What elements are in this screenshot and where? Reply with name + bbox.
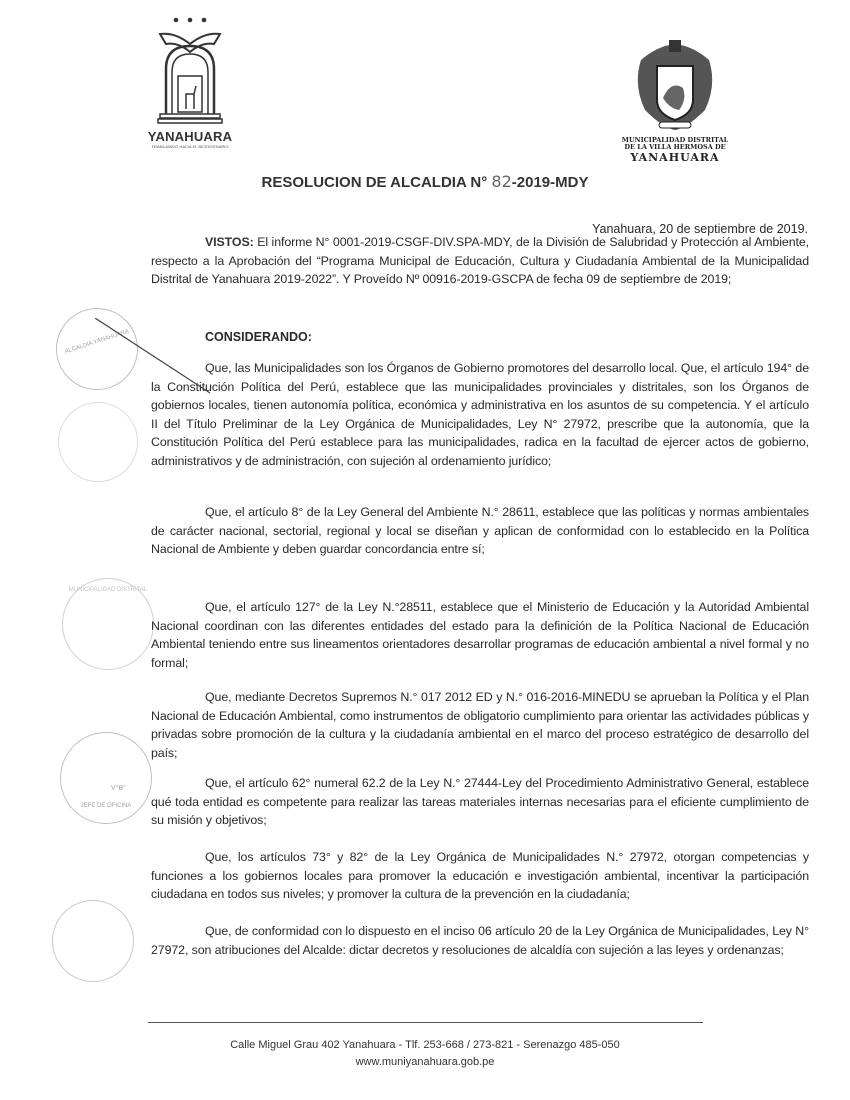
paragraph-4 (151, 688, 809, 762)
document-date: Yanahuara, 20 de septiembre de 2019. (592, 222, 808, 236)
paragraph-text: Que, el artículo 62° numeral 62.2 de la Ley N.° 27444-Ley del Procedimiento Administrativo General, establece qué toda entidad es competente para realizar las tareas materiales internas necesarias para el eficiente cumplimiento de su misión y objetivos; (151, 776, 809, 828)
municipal-stamp (62, 578, 154, 670)
paragraph-2 (151, 503, 809, 559)
stamp-text: MUNICIPALIDAD DISTRITAL (68, 587, 148, 593)
faint-seal-stamp (58, 402, 138, 482)
footer-divider (148, 1022, 703, 1023)
jefe-oficina-stamp (60, 732, 152, 824)
paragraph-6 (151, 848, 809, 904)
considerando-heading: CONSIDERANDO: (205, 330, 312, 344)
paragraph-5 (151, 774, 809, 830)
footer-address: Calle Miguel Grau 402 Yanahuara - Tlf. 253-668 / 273-821 - Serenazgo 485-050 (230, 1039, 620, 1051)
footer-website[interactable]: www.muniyanahuara.gob.pe (355, 1056, 495, 1068)
yanahuara-logo (140, 14, 240, 149)
logo-line-2: DE LA VILLA HERMOSA DE (624, 143, 726, 151)
paragraph-text: Que, de conformidad con lo dispuesto en el inciso 06 artículo 20 de la Ley Orgánica de Municipalidades, Ley N° 27972, son atribuciones del Alcalde: dictar decretos y resoluciones de alcaldía con sujeción a las leyes y ordenanzas; (151, 924, 809, 957)
signature-stamp (52, 900, 134, 982)
paragraph-text: Que, las Municipalidades son los Órganos de Gobierno promotores del desarrollo local. Que, el artículo 194° de la Constitución Política del Perú, establece que las municipalidades provinciales y distritales, son los Órganos de gobiernos locales, tienen autonomía política, económica y administrativa en los asuntos de su competencia. Y el artículo II del Título Preliminar de la Ley Orgánica de Municipalidades, Ley N° 27972, prescribe que la autonomía, que la Constitución Política del Perú establece para las municipalidades, radica en la facultad de ejercer actos de gobierno, administrativos y de administración, con sujeción al ordenamiento jurídico; (151, 361, 809, 468)
stamp-initials: V°B° (111, 785, 126, 792)
paragraph-text: Que, mediante Decretos Supremos N.° 017 2012 ED y N.° 016-2016-MINEDU se aprueban la Política y el Plan Nacional de Educación Ambiental, como instrumentos de obligatorio cumplimiento para orientar las actividades públicas y privadas sobre promoción de la cultura y la ciudadanía ambiental en el marco del proceso estratégico de desarrollo del país; (151, 690, 809, 760)
coat-of-arms-icon (633, 40, 717, 132)
logo-tagline: TRABAJANDO HACIA EL BICENTENARIO (151, 144, 229, 149)
vistos-text: El informe N° 0001-2019-CSGF-DIV.SPA-MDY, de la División de Salubridad y Protección al Ambiente, respecto a la Aprobación del “Programa Municipal de Educación, Cultura y Ciudadanía Ambiental de la Municipalidad Distrital de Yanahuara 2019-2022”. Y Proveído Nº 00916-2019-GSCPA de fecha 09 de septiembre de 2019; (151, 235, 809, 287)
arch-emblem-icon (150, 14, 230, 124)
title-suffix: -2019-MDY (511, 174, 589, 191)
logo-line-1: MUNICIPALIDAD DISTRITAL (621, 136, 729, 144)
vistos-label: VISTOS: (205, 235, 254, 249)
signature-stroke-icon (95, 318, 215, 398)
paragraph-text: Que, el artículo 127° de la Ley N.°28511, establece que el Ministerio de Educación y la Autoridad Ambiental Nacional coordinan con las diferentes entidades del estado para la definición de la Política Nacional de Educación Ambiental teniendo entre sus lineamentos orientadores desarrollar programas de educación ambiental a nivel formal y no formal; (151, 600, 809, 670)
paragraph-text: Que, los artículos 73° y 82° de la Ley Orgánica de Municipalidades N.° 27972, otorgan competencias y funciones a los gobiernos locales para promover la educación e investigación ambiental, incentivar la participación ciudadana en todos sus niveles; y promover la cultura de la prevención en la ciudadanía; (151, 850, 809, 902)
handwritten-number: 82 (491, 172, 512, 191)
title-prefix: RESOLUCION DE ALCALDIA N° (261, 174, 488, 191)
municipal-coat-of-arms (612, 40, 738, 164)
stamp-text: ALCALDIA YANAHUARA (64, 328, 130, 356)
paragraph-3 (151, 598, 809, 672)
document-title (0, 172, 850, 191)
paragraph-7 (151, 922, 809, 959)
logo-name: YANAHUARA (147, 129, 233, 144)
paragraph-text: Que, el artículo 8° de la Ley General del Ambiente N.° 28611, establece que las políticas y normas ambientales de carácter nacional, sectorial, regional y local se diseñan y aplican de conformidad con lo establecido en la Política Nacional de Ambiente y deben guardar concordancia entre sí; (151, 505, 809, 557)
vistos-paragraph (151, 233, 809, 289)
paragraph-1 (151, 359, 809, 471)
logo-line-3: YANAHUARA (630, 151, 720, 164)
stamp-text: JEFE DE OFICINA (80, 803, 132, 809)
